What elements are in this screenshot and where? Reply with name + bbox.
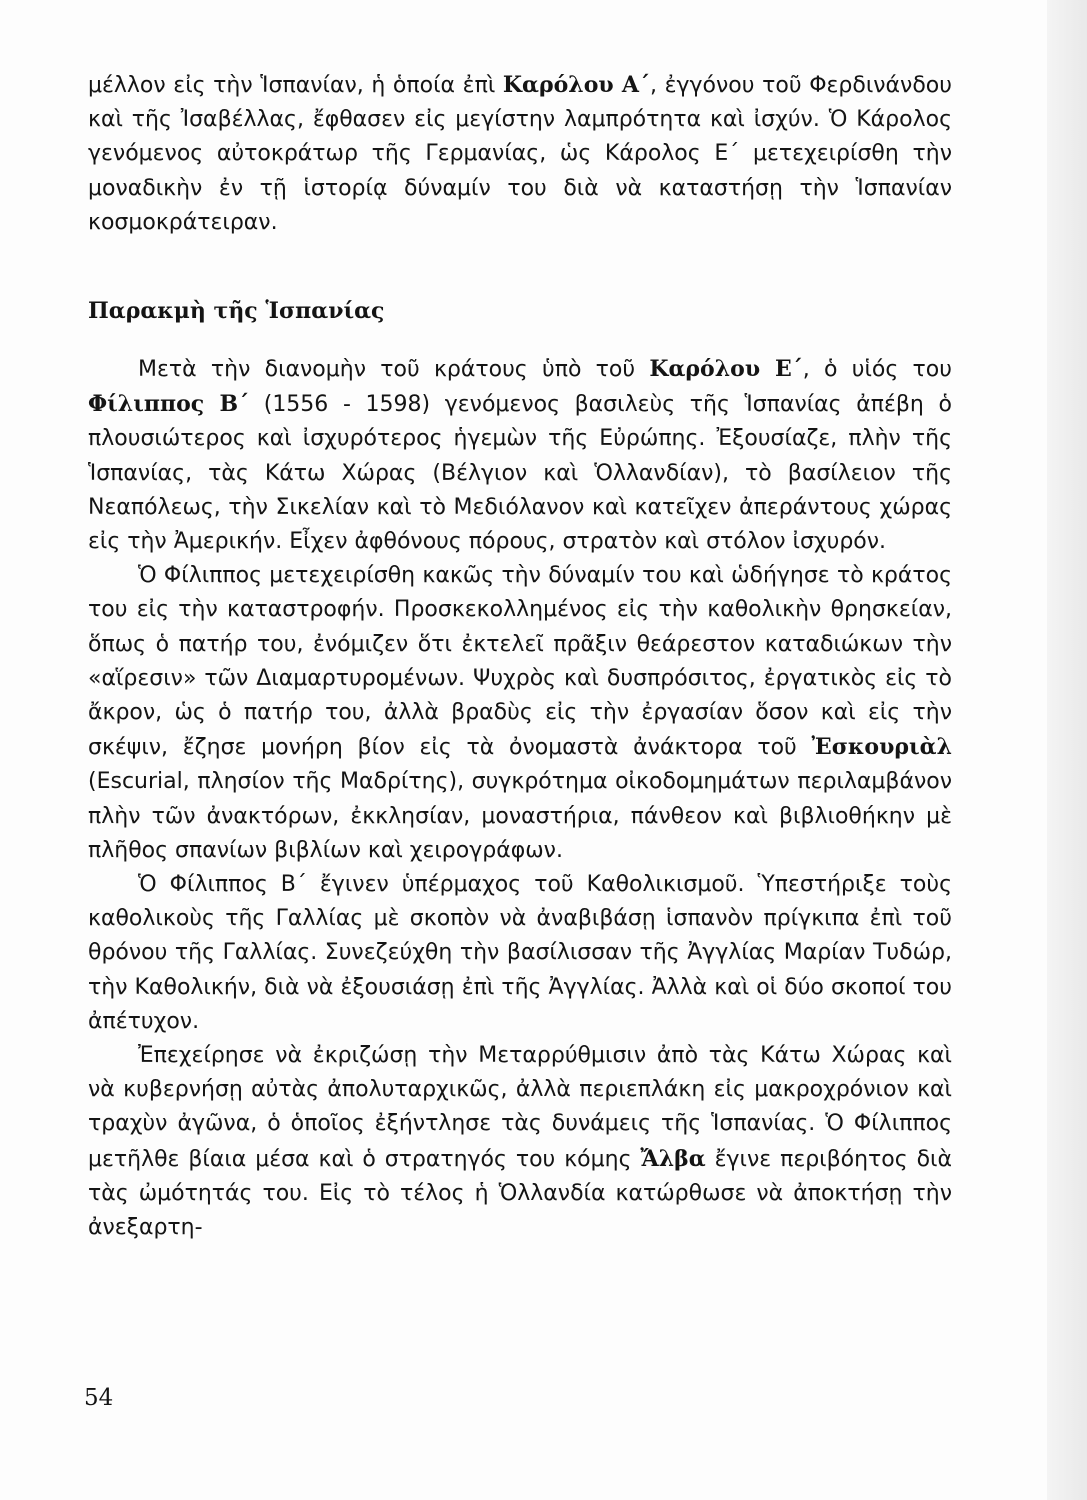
text-run: μέλλον εἰς τὴν Ἱσπανίαν, ἡ ὁποία ἐπὶ — [88, 73, 503, 98]
section-heading: Παρακμὴ τῆς Ἱσπανίας — [88, 298, 385, 325]
text-run: Ἐπεχείρησε νὰ ἐκριζώσῃ τὴν Μεταρρύθμισιν ἀπὸ τὰς Κάτω Χώρας καὶ νὰ κυβερνήσῃ αὐτὰς ἀπολυταρχικῶς, ἀλλὰ περιεπλάκη εἰς μακροχρόνιον καὶ τραχὺν ἀγῶνα, ὁ ὁποῖος ἐξήντλησε τὰς δυνάμεις τῆς Ἱσπανίας. Ὁ Φίλιππος μετῆλθε βίαια μέσα καὶ ὁ στρατηγός του κόμης — [88, 1043, 952, 1172]
paragraph-intro — [88, 68, 952, 240]
paragraph-netherlands — [88, 1039, 952, 1245]
bold-term-alba: Ἄλβα — [640, 1145, 706, 1172]
text-run: , ἐγγόνου τοῦ Φερδινάνδου καὶ τῆς Ἰσαβέλλας, ἔφθασεν εἰς μεγίστην λαμπρότητα καὶ ἰσχύν. Ὁ Κάρολος γενόμενος αὐτοκράτωρ τῆς Γερμανίας, ὡς Κάρολος Ε΄ μετεχειρίσθη τὴν μοναδικὴν ἐν τῇ ἱστορίᾳ δύναμίν του διὰ νὰ καταστήσῃ τὴν Ἱσπανίαν κοσμοκράτειραν. — [88, 73, 952, 235]
text-run: Μετὰ τὴν διανομὴν τοῦ κράτους ὑπὸ τοῦ — [138, 357, 650, 383]
bold-term-karolos-a: Καρόλου Α΄ — [502, 72, 650, 98]
paragraph-philip-intro — [88, 352, 952, 559]
page-number: 54 — [84, 1385, 114, 1411]
paragraph-philip-rule — [88, 559, 952, 868]
text-run: (1556 - 1598) γενόμενος βασιλεὺς τῆς Ἱσπανίας ἀπέβη ὁ πλουσιώτερος καὶ ἰσχυρότερος ἡγεμὼν τῆς Εὐρώπης. Ἐξουσίαζε, πλὴν τῆς Ἱσπανίας, τὰς Κάτω Χώρας (Βέλγιον καὶ Ὁλλανδίαν), τὸ βασίλειον τῆς Νεαπόλεως, τὴν Σικελίαν καὶ τὸ Μεδιόλανον καὶ κατεῖχεν ἀπεράντους χώρας εἰς τὴν Ἀμερικήν. Εἶχεν ἀφθόνους πόρους, στρατὸν καὶ στόλον ἰσχυρόν. — [88, 392, 952, 555]
text-run: (Escurial, πλησίον τῆς Μαδρίτης), συγκρότημα οἰκοδομημάτων περιλαμβάνον πλὴν τῶν ἀνακτόρων, ἐκκλησίαν, μοναστήρια, πάνθεον καὶ βιβλιοθήκην μὲ πλῆθος σπανίων βιβλίων καὶ χειρογράφων. — [88, 769, 952, 863]
text-run: , ὁ υἱός του — [802, 357, 952, 383]
page-edge-shadow — [1047, 0, 1087, 1500]
bold-term-escorial: Ἐσκουριὰλ — [811, 734, 952, 761]
paragraph-catholicism: Ὁ Φίλιππος Β΄ ἔγινεν ὑπέρμαχος τοῦ Καθολικισμοῦ. Ὑπεστήριξε τοὺς καθολικοὺς τῆς Γαλλίας μὲ σκοπὸν νὰ ἀναβιβάσῃ ἱσπανὸν πρίγκιπα ἐπὶ τοῦ θρόνου τῆς Γαλλίας. Συνεζεύχθη τὴν βασίλισσαν τῆς Ἀγγλίας Μαρίαν Τυδώρ, τὴν Καθολικήν, διὰ νὰ ἐξουσιάσῃ ἐπὶ τῆς Ἀγγλίας. Ἀλλὰ καὶ οἱ δύο σκοποί του ἀπέτυχον. — [88, 872, 952, 1034]
bold-term-philippos-b: Φίλιππος Β΄ — [88, 391, 250, 418]
document-body — [88, 68, 952, 1245]
bold-term-karolos-e: Καρόλου Ε΄ — [649, 356, 803, 383]
text-run: Ὁ Φίλιππος μετεχειρίσθη κακῶς τὴν δύναμίν του καὶ ὡδήγησε τὸ κράτος του εἰς τὴν καταστροφήν. Προσκεκολλημένος εἰς τὴν καθολικὴν θρησκείαν, ὅπως ὁ πατήρ του, ἐνόμιζεν ὅτι ἐκτελεῖ πρᾶξιν θεάρεστον καταδιώκων τὴν «αἵρεσιν» τῶν Διαμαρτυρομένων. Ψυχρὸς καὶ δυσπρόσιτος, ἐργατικὸς εἰς τὸ ἄκρον, ὡς ὁ πατήρ του, ἀλλὰ βραδὺς εἰς τὴν ἐργασίαν ὅσον καὶ εἰς τὴν σκέψιν, ἔζησε μονήρη βίον εἰς τὰ ὀνομαστὰ ἀνάκτορα τοῦ — [88, 563, 952, 761]
text-run: ἔγινε περιβόητος διὰ τὰς ὠμότητάς του. Εἰς τὸ τέλος ἡ Ὁλλανδία κατώρθωσε νὰ ἀποκτήσῃ τὴν ἀνεξαρτη- — [88, 1146, 953, 1241]
